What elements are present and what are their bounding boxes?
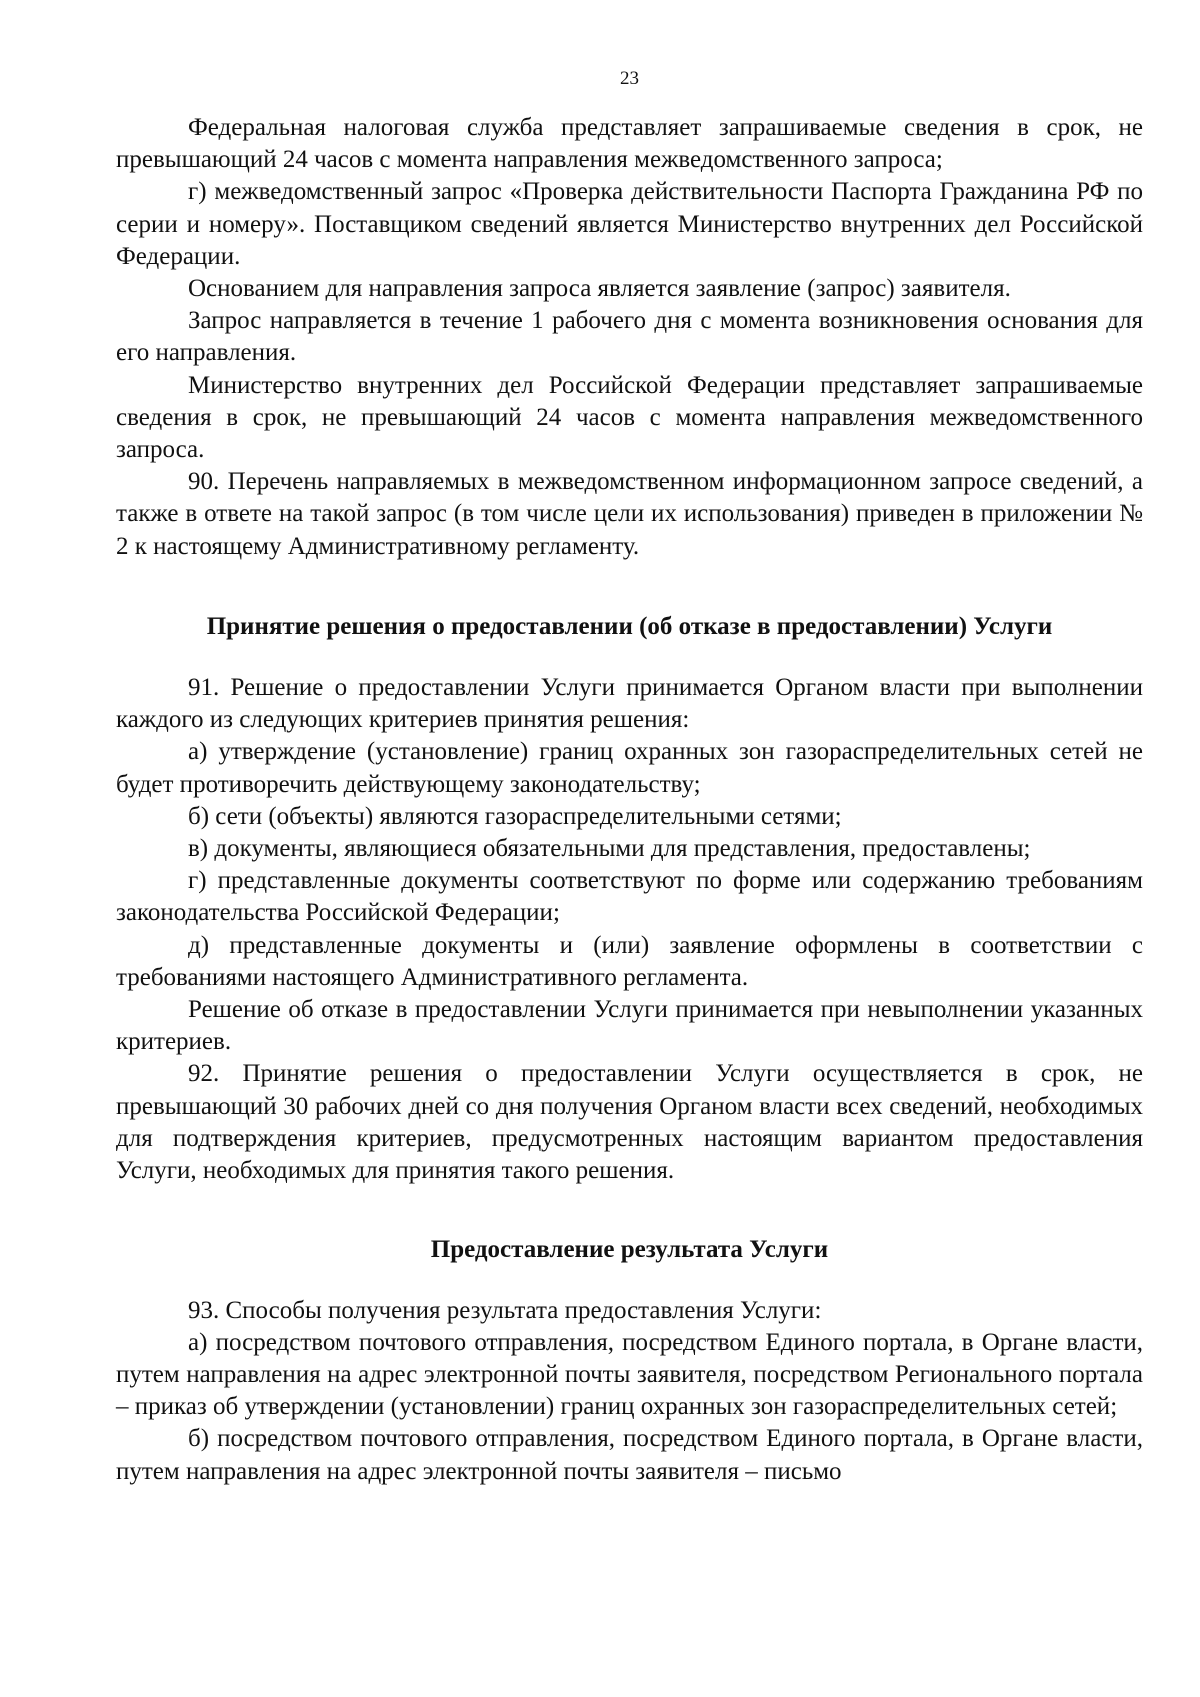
page-number: 23 [620, 68, 639, 89]
paragraph-passport-request: г) межведомственный запрос «Проверка действительности Паспорта Гражданина РФ по серии и номеру». Поставщиком сведений является Министерство внутренних дел Российской Федерации. [116, 178, 1143, 270]
paragraph-mvd-deadline: Министерство внутренних дел Российской Федерации представляет запрашиваемые сведения в срок, не превышающий 24 часов с момента направления межведомственного запроса. [116, 371, 1143, 464]
paragraph-92: 92. Принятие решения о предоставлении Услуги осуществляется в срок, не превышающий 30 рабочих дней со дня получения Органом власти всех сведений, необходимых для подтверждения критериев, предусмотренных настоящим вариантом предоставления Услуги, необходимых для принятия такого решения. [116, 1060, 1143, 1185]
criterion-g: г) представленные документы соответствуют по форме или содержанию требованиям законодательства Российской Федерации; [116, 867, 1143, 927]
paragraph-90: 90. Перечень направляемых в межведомственном информационном запросе сведений, а также в ответе на такой запрос (в том числе цели их использования) приведен в приложении № 2 к настоящему Административному регламенту. [116, 468, 1143, 560]
result-method-b: б) посредством почтового отправления, посредством Единого портала, в Органе власти, путем направления на адрес электронной почты заявителя – письмо [116, 1425, 1143, 1485]
paragraph-fns-deadline: Федеральная налоговая служба представляет запрашиваемые сведения в срок, не превышающий 24 часов с момента направления межведомственного запроса; [116, 114, 1143, 174]
paragraph-93: 93. Способы получения результата предоставления Услуги: [188, 1296, 822, 1324]
paragraph-request-basis: Основанием для направления запроса является заявление (запрос) заявителя. [188, 275, 1011, 303]
paragraph-refusal: Решение об отказе в предоставлении Услуги принимается при невыполнении указанных критериев. [116, 996, 1143, 1056]
section-heading-decision: Принятие решения о предоставлении (об отказе в предоставлении) Услуги [206, 612, 1053, 640]
criterion-d: д) представленные документы и (или) заявление оформлены в соответствии с требованиями настоящего Административного регламента. [116, 931, 1143, 991]
section-heading-result: Предоставление результата Услуги [430, 1236, 829, 1264]
paragraph-91: 91. Решение о предоставлении Услуги принимается Органом власти при выполнении каждого из следующих критериев принятия решения: [116, 674, 1143, 734]
criterion-b: б) сети (объекты) являются газораспределительными сетями; [188, 802, 842, 830]
paragraph-request-timing: Запрос направляется в течение 1 рабочего дня с момента возникновения основания для его направления. [116, 307, 1143, 367]
criterion-a: а) утверждение (установление) границ охранных зон газораспределительных сетей не будет противоречить действующему законодательству; [116, 738, 1143, 798]
result-method-a: а) посредством почтового отправления, посредством Единого портала, в Органе власти, путем направления на адрес электронной почты заявителя, посредством Регионального портала – приказ об утверждении (установлении) границ охранных зон газораспределительных сетей; [116, 1328, 1143, 1421]
criterion-v: в) документы, являющиеся обязательными для представления, предоставлены; [188, 835, 1031, 863]
